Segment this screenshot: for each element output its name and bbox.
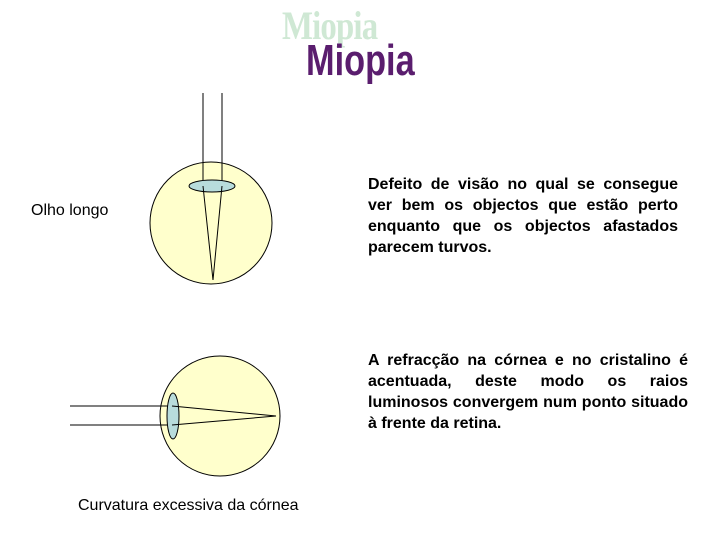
cornea-curvature-diagram [70,356,280,476]
long-eye-label: Olho longo [31,202,109,219]
cornea-curvature-label: Curvatura excessiva da córnea [78,497,299,514]
page-title: Miopia [306,36,415,85]
cornea-lens-top [189,180,235,192]
definition-text: Defeito de visão no qual se consegue ver bem os objectos que estão perto enquanto que os objectos afastados parecem turvos. [368,176,678,256]
cornea-lens-bottom [167,393,179,439]
title-shadow: Miopia [282,3,378,48]
refraction-text: A refracção na córnea e no cristalino é acentuada, deste modo os raios luminosos convergem num ponto situado à frente da retina. [368,352,688,432]
long-eye-diagram [150,93,272,284]
